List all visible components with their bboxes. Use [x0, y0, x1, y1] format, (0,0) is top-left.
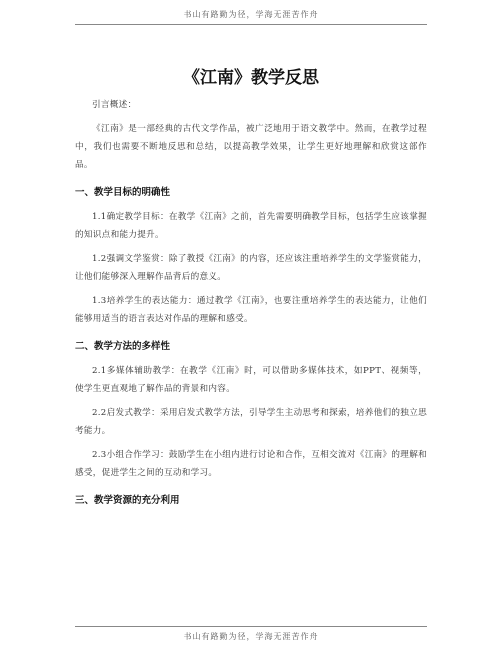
- section-heading: 二、教学方法的多样性: [75, 341, 171, 352]
- document-body: [75, 96, 427, 516]
- footer-divider: [75, 626, 427, 627]
- section-item: 2.1多媒体辅助教学：在教学《江南》时，可以借助多媒体技术，如PPT、视频等，使学生更直观地了解作品的背景和内容。: [75, 366, 427, 394]
- header-divider: [75, 24, 427, 25]
- intro-label: 引言概述：: [92, 100, 137, 110]
- page-footer: 书山有路勤为径，学海无涯苦作舟: [183, 632, 319, 641]
- section-heading: 一、教学目标的明确性: [75, 187, 171, 198]
- section-item: 1.3培养学生的表达能力：通过教学《江南》，也要注重培养学生的表达能力，让他们能够用适当的语言表达对作品的理解和感受。: [75, 296, 427, 324]
- section-item: 1.1确定教学目标：在教学《江南》之前，首先需要明确教学目标，包括学生应该掌握的知识点和能力提升。: [75, 212, 427, 240]
- section-item: 2.3小组合作学习：鼓励学生在小组内进行讨论和合作，互相交流对《江南》的理解和感受，促进学生之间的互动和学习。: [75, 450, 427, 478]
- section-item: 2.2启发式教学：采用启发式教学方法，引导学生主动思考和探索，培养他们的独立思考能力。: [75, 408, 427, 436]
- page-header: 书山有路勤为径，学海无涯苦作舟: [183, 10, 319, 19]
- document-title: 《江南》教学反思: [183, 68, 319, 88]
- section-heading: 三、教学资源的充分利用: [75, 495, 180, 506]
- section-item: 1.2强调文学鉴赏：除了教授《江南》的内容，还应该注重培养学生的文学鉴赏能力，让他们能够深入理解作品背后的意义。: [75, 254, 427, 282]
- intro-paragraph: 《江南》是一部经典的古代文学作品，被广泛地用于语文教学中。然而，在教学过程中，我们也需要不断地反思和总结，以提高教学效果，让学生更好地理解和欣赏这部作品。: [75, 124, 427, 170]
